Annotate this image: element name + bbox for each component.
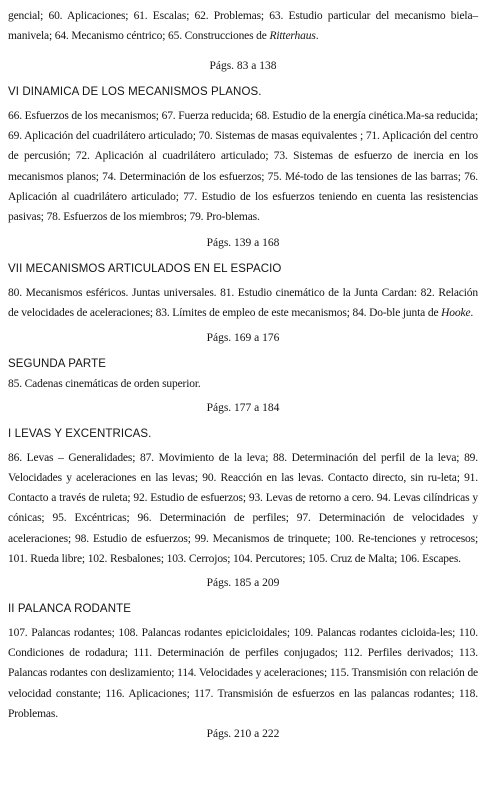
section-page-range-vii: Págs. 169 a 176 bbox=[206, 331, 280, 344]
document-page bbox=[8, 6, 478, 744]
intro-italic-name: Ritterhaus bbox=[269, 30, 316, 43]
section-body-vii-italic-name: Hooke bbox=[441, 307, 471, 320]
section-heading-ii: II PALANCA RODANTE bbox=[8, 603, 132, 616]
part-body: 85. Cadenas cinemáticas de orden superior. bbox=[8, 377, 201, 390]
section-heading-vi: VI DINAMICA DE LOS MECANISMOS PLANOS. bbox=[8, 86, 262, 98]
intro-paragraph bbox=[8, 6, 478, 50]
section-body-i: 86. Levas – Generalidades; 87. Movimiento de la leva; 88. Determinación del perfil de la leva; 89. Velocidades y aceleraciones en las levas; 90. Reacción en las levas. Contacto directo, sin ru-leta; 91. Contacto a través de ruleta; 92. Estudio de esfuerzos; 93. Levas de retorno a cero. 94. Levas cilíndricas y cónicas; 95. Excéntricas; 96. Determinación de perfiles; 97. Determinación de velocidades y aceleraciones; 98. Estudio de esfuerzos; 99. Mecanismos de trinquete; 100. Re-tenciones y retrocesos; 101. Rueda libre; 102. Resbalones; 103. Cerrojos; 104. Percutores; 105. Cruz de Malta; 106. Escapes. bbox=[8, 451, 478, 565]
part-page-range: Págs. 177 a 184 bbox=[206, 401, 280, 414]
section-heading-i: I LEVAS Y EXCENTRICAS. bbox=[8, 427, 152, 440]
section-page-range-i: Págs. 185 a 209 bbox=[206, 577, 280, 590]
section-body-vi: 66. Esfuerzos de los mecanismos; 67. Fuerza reducida; 68. Estudio de la energía cinética.Ma-sa reducida; 69. Aplicación del cuadrilátero articulado; 70. Sistemas de masas equivalentes ; 71. Aplicación del centro de percusión; 72. Aplicación al cuadrilátero articulado; 73. Sistemas de esfuerzo de inercia en los mecanismos planos; 74. Determinación de los esfuerzos; 75. Mé-todo de las tensiones de las barras; 76. Aplicación al cuadrilátero articulado; 77. Estudio de los esfuerzos teniendo en cuenta las resistencias pasivas; 78. Esfuerzos de los miembros; 79. Pro-blemas. bbox=[8, 110, 478, 224]
section-body-ii: 107. Palancas rodantes; 108. Palancas rodantes epicicloidales; 109. Palancas rodantes cicloida-les; 110. Condiciones de rodadura; 111. Determinación de perfiles conjugados; 112. Perfiles derivados; 113. Palancas rodantes con deslizamiento; 114. Velocidades y aceleraciones; 115. Transmisión con relación de velocidad constante; 116. Aplicaciones; 117. Transmisión de esfuerzos en las palancas rodantes; 118. Problemas. bbox=[8, 627, 478, 720]
section-page-range-vi: Págs. 139 a 168 bbox=[206, 237, 280, 250]
section-body-vii bbox=[8, 283, 478, 323]
part-heading: SEGUNDA PARTE bbox=[8, 357, 107, 370]
intro-page-range: Págs. 83 a 138 bbox=[209, 60, 277, 72]
section-heading-vii: VII MECANISMOS ARTICULADOS EN EL ESPACIO bbox=[8, 263, 282, 276]
intro-text-end: . bbox=[315, 30, 319, 43]
section-body-vii-end: . bbox=[470, 307, 474, 320]
intro-text: gencial; 60. Aplicaciones; 61. Escalas; 62. Problemas; 63. Estudio particular del mecanismo biela–manivela; 64. Mecanismo céntrico; 65. Construcciones de bbox=[8, 10, 478, 43]
section-page-range-ii: Págs. 210 a 222 bbox=[206, 728, 280, 741]
section-body-vii-text: 80. Mecanismos esféricos. Juntas universales. 81. Estudio cinemático de la Junta Cardan: 82. Relación de velocidades de aceleraciones; 83. Límites de empleo de este mecanismos; 84. Do-ble junta de bbox=[8, 287, 478, 320]
